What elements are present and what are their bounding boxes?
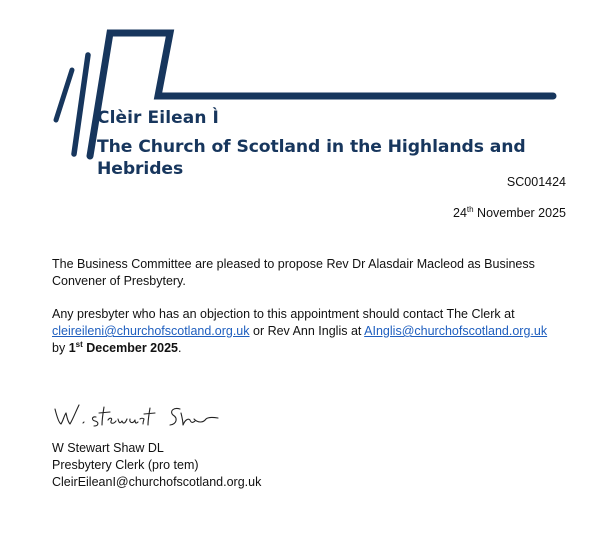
clerk-email-link[interactable]: cleireileni@churchofscotland.org.uk xyxy=(52,324,250,338)
signatory-title: Presbytery Clerk (pro tem) xyxy=(52,458,199,472)
charity-reference: SC001424 xyxy=(506,175,566,189)
deadline-by: by xyxy=(52,341,69,355)
date-rest: November 2025 xyxy=(473,206,566,220)
signatory-email: CleirEileanI@churchofscotland.org.uk xyxy=(52,475,262,489)
date-suffix: th xyxy=(466,205,474,214)
deadline-day: 1 xyxy=(68,341,76,355)
letter-date xyxy=(453,206,566,220)
deadline-period: . xyxy=(177,341,182,355)
objection-intro: Any presbyter who has an objection to this appointment should contact The Clerk at xyxy=(52,307,515,321)
org-english-name: The Church of Scotland in the Highlands and Hebrides xyxy=(97,137,526,179)
organisation-name xyxy=(97,108,615,180)
paragraph-proposal: The Business Committee are pleased to propose Rev Dr Alasdair Macleod as Business Convener of Presbytery. xyxy=(52,257,535,288)
paragraph-objection xyxy=(52,306,572,357)
deadline-suffix: st xyxy=(75,340,83,349)
date-day: 24 xyxy=(453,206,467,220)
handwritten-signature-icon xyxy=(52,397,222,429)
org-gaelic-name: Clèir Eilean Ì xyxy=(97,108,219,128)
inglis-email-link[interactable]: AInglis@churchofscotland.org.uk xyxy=(364,324,548,338)
deadline-date xyxy=(69,341,178,355)
deadline-rest: December 2025 xyxy=(82,341,178,355)
signatory-name: W Stewart Shaw DL xyxy=(52,441,164,455)
objection-mid: or Rev Ann Inglis at xyxy=(249,324,365,338)
signatory-block xyxy=(52,440,261,491)
